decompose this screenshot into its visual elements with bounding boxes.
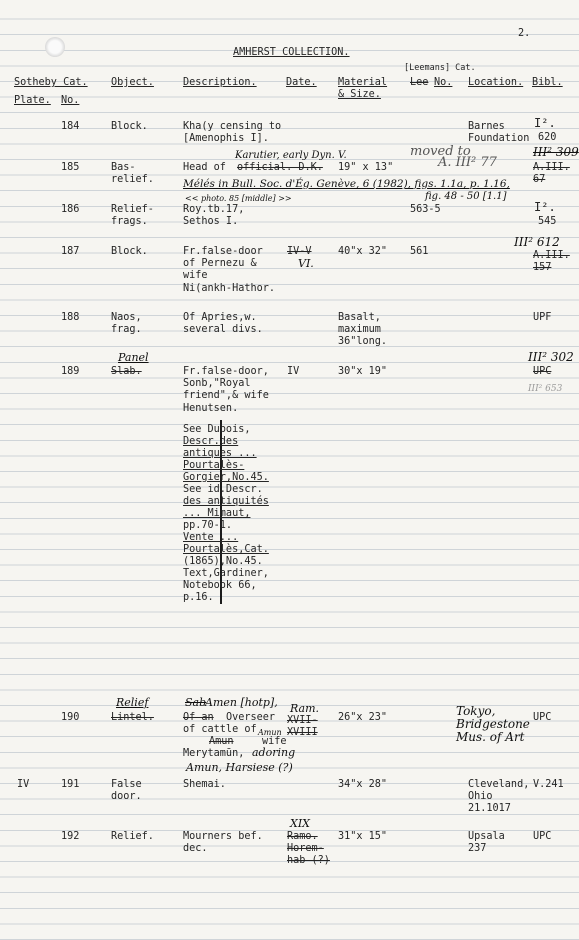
object: Bas- relief.	[111, 162, 154, 186]
page-title: AMHERST COLLECTION.	[233, 47, 350, 58]
object-handwritten: Relief	[116, 696, 149, 709]
material-size: 19" x 13"	[338, 162, 394, 173]
description-handwritten: Amun, Harsiese (?)	[186, 761, 293, 774]
date-struck: hab (?)	[287, 855, 330, 866]
bibl-struck: A.III.	[533, 162, 570, 173]
location: Barnes Foundation	[468, 121, 530, 145]
cat-no: 184	[61, 121, 80, 132]
bibl-struck: UPC	[533, 366, 552, 377]
cat-no: 190	[61, 712, 80, 723]
bibl: I².	[534, 200, 556, 214]
bibl-handwritten: III² 612	[514, 235, 560, 249]
date-handwritten: VI.	[298, 257, 314, 270]
object: Block.	[111, 246, 148, 257]
object: Relief.	[111, 831, 154, 842]
handwritten-annotation: Karutier, early Dyn. V.	[235, 150, 347, 161]
header-cat-no: No.	[434, 77, 453, 88]
date-struck: IV-V	[287, 246, 312, 257]
description: Merytamūn,	[183, 748, 245, 759]
description: wife	[262, 736, 287, 747]
note-line: See id.Descr.	[183, 484, 263, 495]
cat-no: 189	[61, 366, 80, 377]
bibl-struck: 157	[533, 262, 552, 273]
cat-no: 185	[61, 162, 80, 173]
cat-no: 192	[61, 831, 80, 842]
description: Mourners bef. dec.	[183, 831, 263, 855]
header-object: Object.	[111, 77, 154, 88]
bibl-number: 545	[538, 216, 557, 227]
bibl: V.241	[533, 779, 564, 790]
note-line: Text,Gardiner,	[183, 568, 269, 579]
note-line: Notebook 66,	[183, 580, 257, 591]
header-sotheby-cat: Sotheby Cat.	[14, 77, 88, 88]
date-handwritten: Ram.	[290, 702, 320, 715]
bibl: UPC	[533, 831, 552, 842]
material-size: 30"x 19"	[338, 366, 388, 377]
header-no: No.	[61, 95, 80, 106]
bibl-struck: III² 309	[533, 145, 579, 159]
cat-no: 187	[61, 246, 80, 257]
date-struck: Ramo.	[287, 831, 318, 842]
description-struck: Amun	[209, 736, 234, 747]
date-handwritten: XIX	[290, 817, 311, 830]
date: IV	[287, 366, 300, 377]
material-size: Basalt, maximum 36"long.	[338, 312, 388, 348]
header-bibl: Bibl.	[532, 77, 563, 88]
note-line: ... Mimaut,	[183, 508, 251, 519]
description-struck: Of an	[183, 712, 214, 723]
bibl-struck: 67	[533, 174, 546, 185]
object-handwritten: Panel	[118, 351, 149, 364]
material-size: 26"x 23"	[338, 712, 388, 723]
date-struck: XVII-	[287, 715, 318, 726]
header-material: Material & Size.	[338, 77, 388, 101]
object-struck: Lintel.	[111, 712, 154, 723]
header-date: Date.	[286, 77, 317, 88]
bibl-struck: A.III.	[533, 250, 570, 261]
note-line: des antiquités	[183, 496, 269, 507]
cat-number: 561	[410, 246, 429, 257]
bibl-number: 620	[538, 132, 557, 143]
description: Roy.tb.17, Sethos I.	[183, 204, 245, 228]
note-line: (1865),No.45.	[183, 556, 263, 567]
header-location: Location.	[468, 77, 524, 88]
note-line: antiques ...	[183, 448, 257, 459]
location-handwritten: Tokyo, Bridgestone Mus. of Art	[456, 704, 530, 744]
date-struck: XVIII	[287, 727, 318, 738]
material-size: 34"x 28"	[338, 779, 388, 790]
object: False door.	[111, 779, 142, 803]
description: Of Apries,w. several divs.	[183, 312, 263, 336]
pencil-moved-ref: A. III² 77	[438, 155, 497, 170]
punch-hole	[45, 37, 65, 57]
note-line: pp.70-1.	[183, 520, 233, 531]
cat-no: 186	[61, 204, 80, 215]
bibl: I².	[534, 116, 556, 130]
object: Block.	[111, 121, 148, 132]
description-struck: Sab	[185, 696, 207, 709]
note-line: See Dubois,	[183, 424, 251, 435]
cat-no: 188	[61, 312, 80, 323]
handwritten-photo-note: << photo. 85 [middle] >>	[185, 194, 292, 203]
description-handwritten: Amen [hotp],	[205, 696, 278, 709]
header-description: Description.	[183, 77, 257, 88]
description-handwritten: Amun	[258, 728, 282, 737]
description: Head of	[183, 162, 226, 173]
header-plate: Plate.	[14, 95, 51, 106]
material-size: 31"x 15"	[338, 831, 388, 842]
page-number: 2.	[518, 28, 531, 39]
note-line: Vente ...	[183, 532, 239, 543]
date-struck: Horem-	[287, 843, 324, 854]
location: Cleveland, Ohio 21.1017	[468, 779, 530, 815]
material-size: 40"x 32"	[338, 246, 388, 257]
pencil-annotation: III² 653	[528, 384, 563, 394]
description: Overseer	[226, 712, 276, 723]
handwritten-reference: Mélés in Bull. Soc. d'Ég. Genève, 6 (1982), figs. 1.1a, p. 1.16,	[183, 178, 510, 190]
description-handwritten: adoring	[252, 746, 296, 759]
handwritten-reference-cont: fig. 48 - 50 [1.1]	[425, 191, 507, 202]
note-line: p.16.	[183, 592, 214, 603]
bibl: UPF	[533, 312, 552, 323]
description: Shemai.	[183, 779, 226, 790]
note-line: Pourtalès-	[183, 460, 245, 471]
cat-number: 563-5	[410, 204, 441, 215]
note-line: Gorgier,No.45.	[183, 472, 269, 483]
object: Relief- frags.	[111, 204, 154, 228]
cat-no: 191	[61, 779, 80, 790]
object: Naos, frag.	[111, 312, 142, 336]
pencil-moved-note: moved to	[410, 144, 471, 159]
description: Kha(y censing to [Amenophis I].	[183, 121, 282, 145]
header-cat-note: [Leemans] Cat.	[404, 63, 476, 73]
object-struck: Slab.	[111, 366, 142, 377]
description: Fr.false-door, Sonb,"Royal friend",& wife Henutsen.	[183, 366, 269, 414]
bibl-handwritten: III² 302	[528, 350, 574, 364]
description: Fr.false-door of Pernezu & wife Ni(ankh-Hathor.	[183, 246, 276, 294]
bibl: UPC	[533, 712, 552, 723]
note-line: Pourtalès,Cat.	[183, 544, 269, 555]
description-struck: official. D.K.	[237, 162, 323, 173]
location: Upsala 237	[468, 831, 505, 855]
header-leeds-struck: Lee	[410, 77, 429, 88]
note-line: Descr.des	[183, 436, 239, 447]
description: of cattle of	[183, 724, 257, 735]
plate: IV	[17, 779, 30, 790]
